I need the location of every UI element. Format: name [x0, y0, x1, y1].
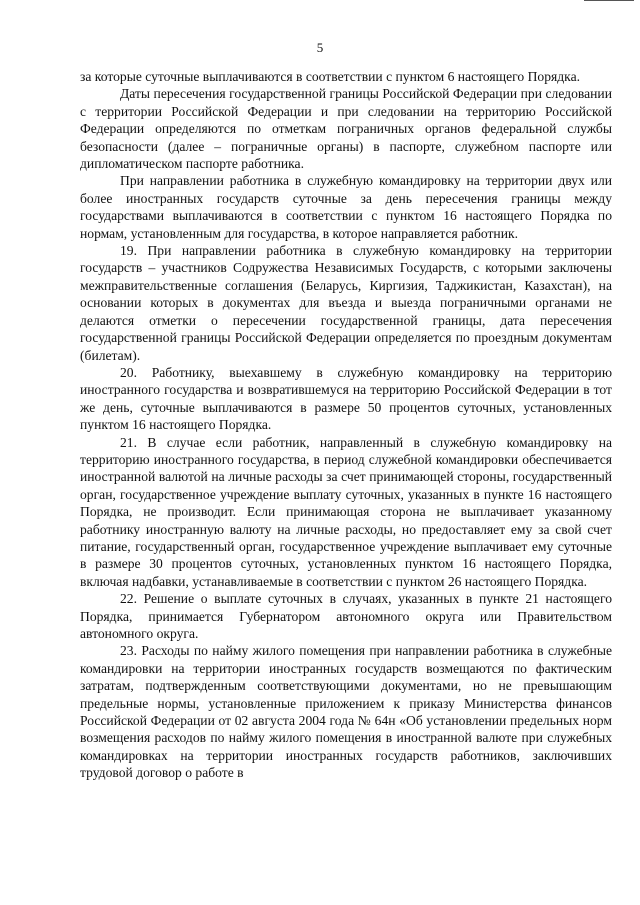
paragraph-21: 21. В случае если работник, направленный в служебную командировку на территорию иностранного государства, в период служебной командировки обеспечивается иностранной валютой на личные расходы за счет принимающей стороны, государственный орган, государственное учреждение выплату суточных, указанных в пункте 16 настоящего Порядка, не производит. Если принимающая сторона не выплачивает указанному работнику иностранную валюту на личные расходы, но предоставляет ему за свой счет питание, государственный орган, государственное учреждение выплачивает ему суточные в размере 30 процентов суточных, установленных пунктом 16 настоящего Порядка, включая надбавки, устанавливаемые в соответствии с пунктом 26 настоящего Порядка. [80, 434, 612, 589]
document-body [80, 68, 612, 782]
paragraph-continuation: за которые суточные выплачиваются в соответствии с пунктом 6 настоящего Порядка. [80, 69, 580, 84]
paragraph-border-dates: Даты пересечения государственной границы Российской Федерации при следовании с территории Российской Федерации и при следовании на территорию Российской Федерации определяются по отметкам пограничных органов федеральной службы безопасности (далее – пограничные органы) в паспорте, служебном паспорте или дипломатическом паспорте работника. [80, 86, 612, 172]
page-number: 5 [316, 40, 324, 55]
paragraph-22: 22. Решение о выплате суточных в случаях, указанных в пункте 21 настоящего Порядка, принимается Губернатором автономного округа или Правительством автономного округа. [80, 591, 612, 641]
paragraph-multiple-states: При направлении работника в служебную командировку на территории двух или более иностранных государств суточные за день пересечения границы между государствами выплачиваются в соответствии с пунктом 16 настоящего Порядка по нормам, установленным для государства, в которое направляется работник. [80, 173, 612, 241]
paragraph-20: 20. Работнику, выехавшему в служебную командировку на территорию иностранного государства и возвратившемуся на территорию Российской Федерации в тот же день, суточные выплачиваются в размере 50 процентов суточных, установленных пунктом 16 настоящего Порядка. [80, 364, 612, 433]
paragraph-23: 23. Расходы по найму жилого помещения при направлении работника в служебные командировки на территории иностранных государств возмещаются по фактическим затратам, подтвержденным соответствующими документами, но не превышающим предельные нормы, установленные приложением к приказу Министерства финансов Российской Федерации от 02 августа 2004 года № 64н «Об установлении предельных норм возмещения расходов по найму жилого помещения в иностранной валюте при служебных командировках на территории иностранных государств работников, заключивших трудовой договор о работе в [80, 643, 612, 781]
paragraph-19: 19. При направлении работника в служебную командировку на территории государств – участников Содружества Независимых Государств, с которыми заключены межправительственные соглашения (Беларусь, Киргизия, Таджикистан, Казахстан), на основании которых в документах для въезда и выезда пограничными органами не делаются отметки о пересечении государственной границы, дата пересечения государственной границы Российской Федерации определяется по проездным документам (билетам). [80, 243, 612, 363]
corner-mark [584, 0, 634, 1]
